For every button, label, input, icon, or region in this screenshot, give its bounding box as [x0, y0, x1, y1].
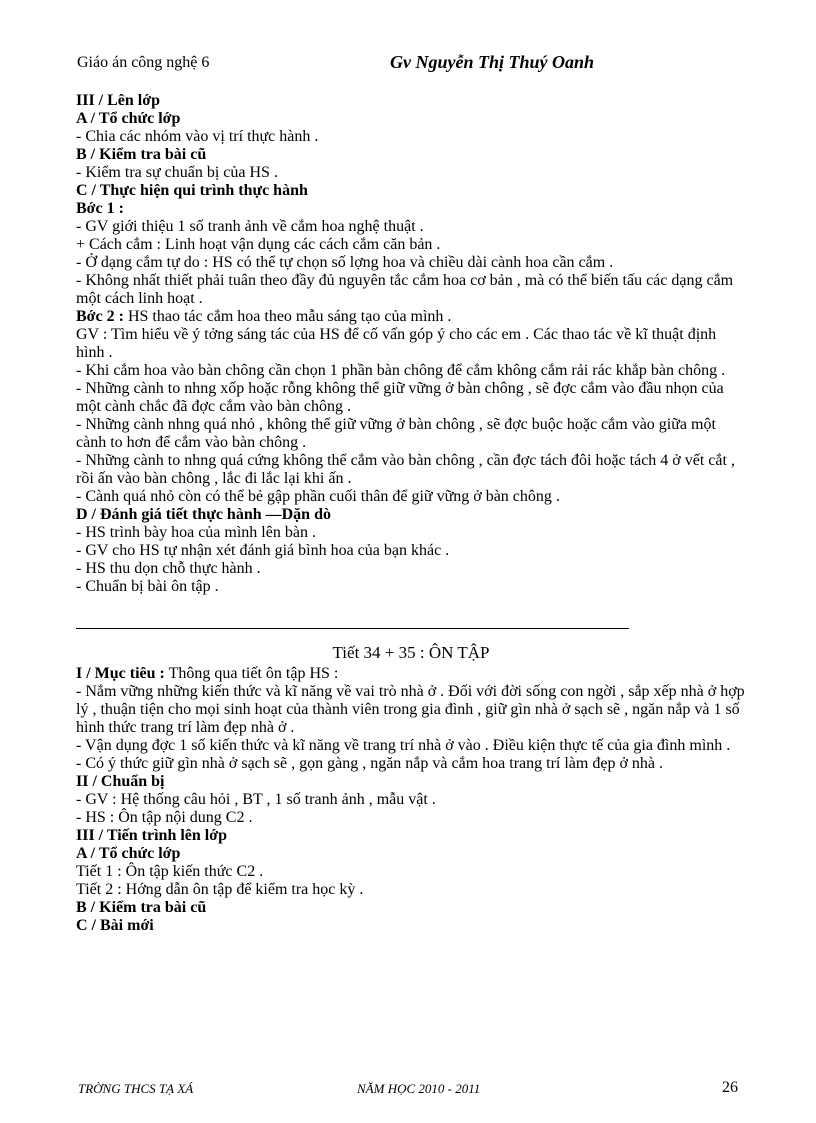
- goal-line: [76, 665, 746, 683]
- paragraph: - Những cành to nhng quá cứng không thể cắm vào bàn chông , cần đợc tách đôi hoặc tách 4 ở vết cắt , rồi ấn vào bàn chông , lắc đi lắc lại khi ấn .: [76, 452, 735, 487]
- paragraph: Tiết 2 : Hớng dẫn ôn tập để kiểm tra học kỳ .: [76, 881, 364, 898]
- step-heading: Bớc 1 :: [76, 200, 124, 217]
- spacer: [76, 596, 746, 632]
- paragraph: - HS thu dọn chỗ thực hành .: [76, 560, 261, 577]
- paragraph: - Chuẩn bị bài ôn tập .: [76, 578, 219, 595]
- page-number: 26: [722, 1079, 738, 1096]
- paragraph: - Những cành nhng quá nhỏ , không thể giữ vững ở bàn chông , sẽ đợc buộc hoặc cắm vào giữa một cành to hơn để cắm vào bàn chông .: [76, 416, 716, 451]
- step-label: Bớc 2 :: [76, 308, 124, 325]
- paragraph: - Cành quá nhỏ còn có thể bẻ gập phần cuối thân để giữ vững ở bàn chông .: [76, 488, 560, 505]
- goal-text: Thông qua tiết ôn tập HS :: [164, 665, 339, 682]
- paragraph: - Nắm vững những kiến thức và kĩ năng về vai trò nhà ở . Đối với đời sống con ngời , sắp xếp nhà ở hợp lý , thuận tiện cho mọi sinh hoạt của thành viên trong gia đình , giữ gìn nhà ở sạch sẽ , ngăn nắp và 1 số hình thức trang trí làm đẹp nhà ở .: [76, 683, 745, 736]
- document-body: [76, 92, 746, 935]
- paragraph: - Khi cắm hoa vào bàn chông cần chọn 1 phần bàn chông để cắm không cắm rải rác khắp bàn chông .: [76, 362, 726, 379]
- paragraph: - HS : Ôn tập nội dung C2 .: [76, 809, 253, 826]
- paragraph: - Những cành to nhng xốp hoặc rỗng không thể giữ vững ở bàn chông , sẽ đợc cắm vào đầu nhọn của một cành chắc đã đợc cắm vào bàn chông .: [76, 380, 724, 415]
- paragraph: - GV giới thiệu 1 số tranh ảnh về cắm hoa nghệ thuật .: [76, 218, 424, 235]
- goal-label: I / Mục tiêu :: [76, 665, 165, 682]
- paragraph: - Có ý thức giữ gìn nhà ở sạch sẽ , gọn gàng , ngăn nắp và cắm hoa trang trí làm đẹp ở nhà .: [76, 755, 664, 772]
- header-subject: Giáo án công nghệ 6: [77, 54, 210, 71]
- section-heading: III / Tiến trình lên lớp: [76, 827, 227, 844]
- subsection-heading: D / Đánh giá tiết thực hành —Dặn dò: [76, 506, 331, 523]
- subsection-heading: A / Tổ chức lớp: [76, 110, 181, 127]
- section-heading: III / Lên lớp: [76, 92, 160, 109]
- paragraph: GV : Tìm hiểu về ý tởng sáng tác của HS để cố vấn góp ý cho các em . Các thao tác về kĩ thuật định hình .: [76, 326, 717, 361]
- subsection-heading: B / Kiểm tra bài cũ: [76, 146, 207, 163]
- paragraph: - Kiểm tra sự chuẩn bị của HS .: [76, 164, 278, 181]
- step-line: [76, 308, 746, 326]
- section-heading: II / Chuẩn bị: [76, 773, 165, 790]
- footer-year: NĂM HỌC 2010 - 2011: [357, 1081, 481, 1096]
- paragraph: - HS trình bày hoa của mình lên bàn .: [76, 524, 316, 541]
- footer-school: TRỜNG THCS TẠ XÁ: [78, 1081, 194, 1096]
- header-teacher: Gv Nguyễn Thị Thuý Oanh: [390, 52, 595, 72]
- paragraph: - Chia các nhóm vào vị trí thực hành .: [76, 128, 319, 145]
- subsection-heading: A / Tổ chức lớp: [76, 845, 181, 862]
- subsection-heading: C / Thực hiện qui trình thực hành: [76, 182, 308, 199]
- paragraph: - GV : Hệ thống câu hỏi , BT , 1 số tranh ảnh , mẫu vật .: [76, 791, 436, 808]
- subsection-heading: B / Kiểm tra bài cũ: [76, 899, 207, 916]
- paragraph: Tiết 1 : Ôn tập kiến thức C2 .: [76, 863, 264, 880]
- subsection-heading: C / Bài mới: [76, 917, 154, 934]
- step-text: HS thao tác cắm hoa theo mẫu sáng tạo của mình .: [123, 308, 452, 325]
- paragraph: - GV cho HS tự nhận xét đánh giá bình hoa của bạn khác .: [76, 542, 450, 559]
- divider: [76, 628, 629, 629]
- paragraph: + Cách cắm : Linh hoạt vận dụng các cách cắm căn bản .: [76, 236, 441, 253]
- lesson-title: Tiết 34 + 35 : ÔN TẬP: [332, 643, 490, 662]
- paragraph: - Vận dụng đợc 1 số kiến thức và kĩ năng về trang trí nhà ở vào . Điều kiện thực tế của gia đình mình .: [76, 737, 731, 754]
- paragraph: - Ở dạng cắm tự do : HS có thể tự chọn số lợng hoa và chiều dài cành hoa cần cắm .: [76, 254, 614, 271]
- paragraph: - Không nhất thiết phải tuân theo đầy đủ nguyên tắc cắm hoa cơ bản , mà có thể biến tấu các dạng cắm một cách linh hoạt .: [76, 272, 734, 307]
